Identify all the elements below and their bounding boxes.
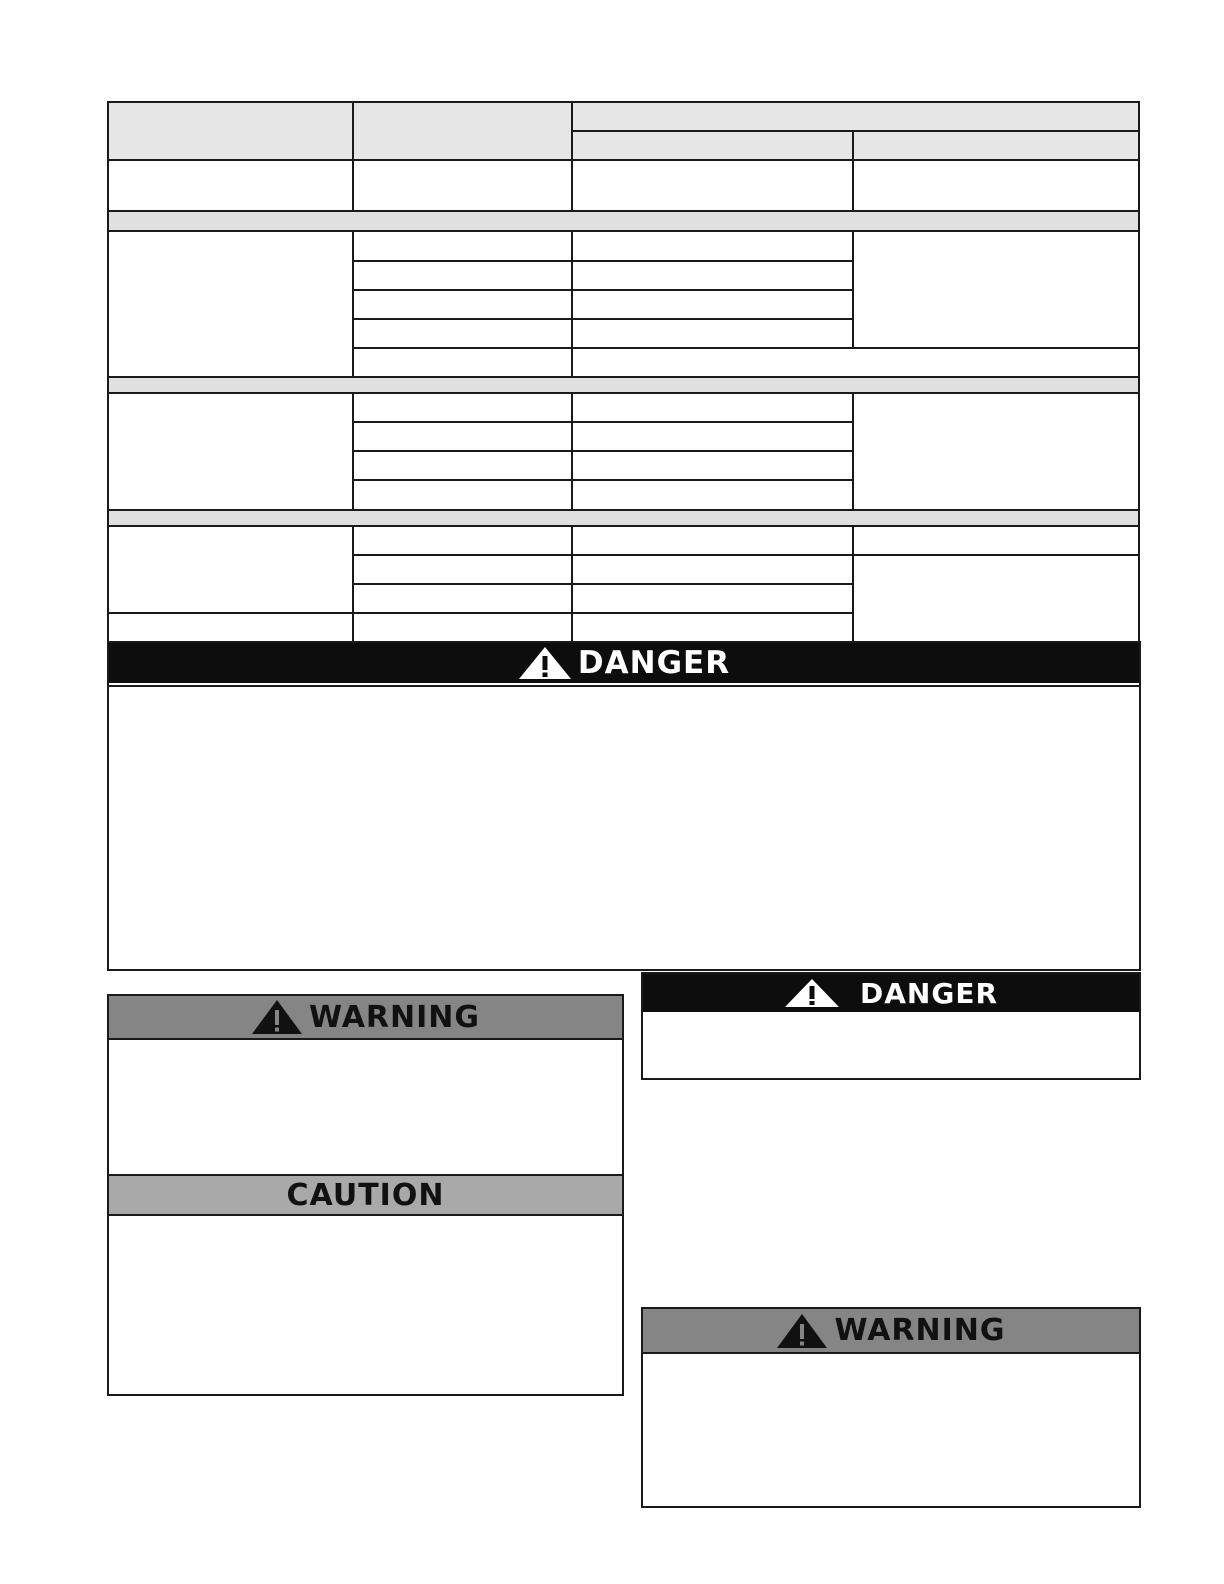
specification-table: [0, 0, 1224, 660]
warning-triangle-icon: [251, 999, 303, 1035]
section-band-3: [108, 510, 1139, 526]
danger-notice-right: [641, 972, 1141, 1080]
danger-label-right: DANGER: [859, 976, 998, 1010]
danger-body: [109, 685, 1139, 969]
section-band-2: [108, 377, 1139, 393]
warning-header: [109, 996, 622, 1040]
danger-header-right: [643, 974, 1139, 1012]
warning-notice-right: [641, 1307, 1141, 1508]
table-lines: [108, 101, 1139, 642]
section-band-1: [108, 211, 1139, 231]
danger-label: DANGER: [577, 645, 731, 681]
warning-triangle-icon: [518, 646, 572, 680]
danger-header: [109, 643, 1139, 683]
warning-triangle-icon: [776, 1313, 828, 1349]
warning-triangle-icon: [784, 978, 840, 1008]
warning-label: WARNING: [308, 999, 481, 1035]
caution-label: CAUTION: [286, 1177, 445, 1213]
table-fills: [108, 102, 1139, 526]
warning-body: [109, 1040, 622, 1174]
warning-header-right: [643, 1309, 1139, 1354]
warning-body-right: [643, 1354, 1139, 1506]
warning-label-right: WARNING: [834, 1313, 1006, 1348]
warning-caution-notice: [107, 994, 624, 1396]
caution-header: [109, 1174, 622, 1216]
danger-notice-main: [107, 641, 1141, 971]
caution-body: [109, 1216, 622, 1394]
danger-body-right: [643, 1012, 1139, 1078]
